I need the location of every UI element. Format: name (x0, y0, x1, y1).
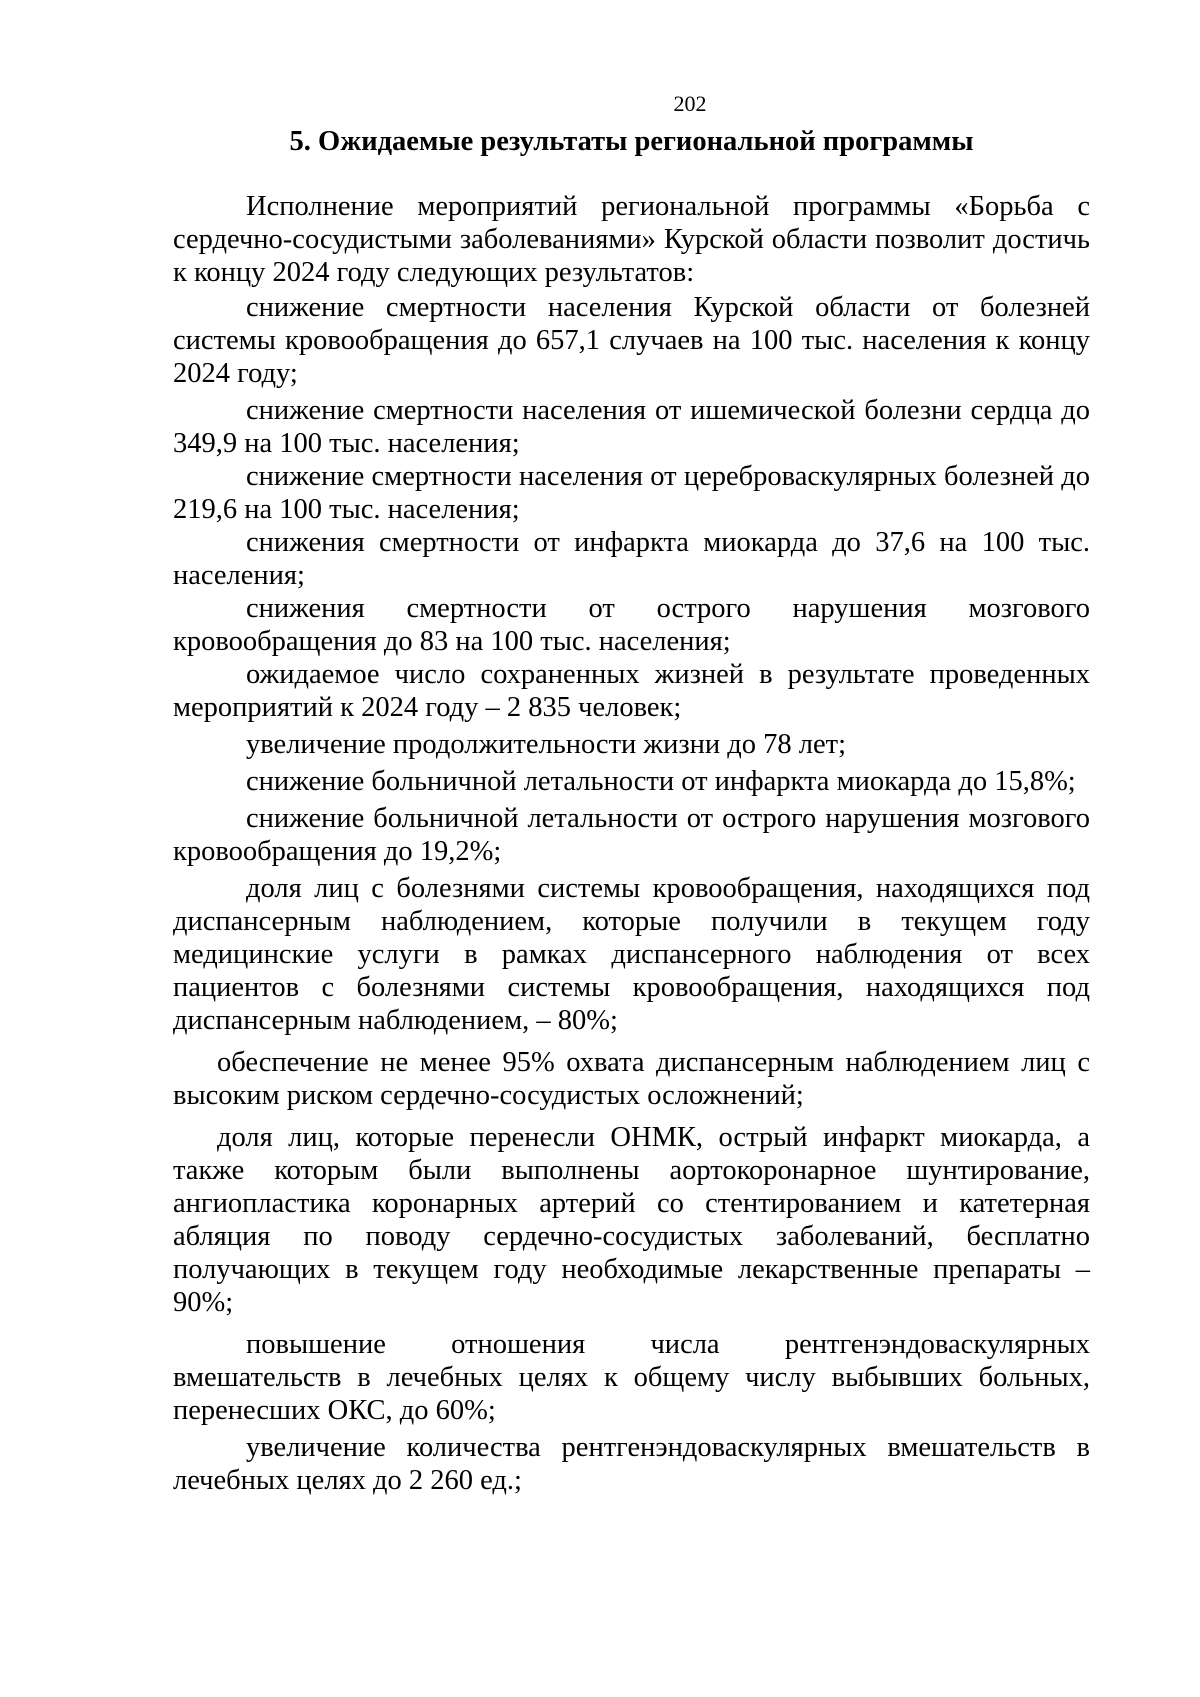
paragraph: увеличение продолжительности жизни до 78 лет; (246, 729, 846, 760)
paragraph: снижения смертности от острого нарушения мозгового кровообращения до 83 на 100 тыс. населения; (173, 593, 1090, 657)
paragraph: снижение смертности населения Курской области от болезней системы кровообращения до 657,1 случаев на 100 тыс. населения к концу 2024 году; (173, 292, 1090, 389)
page-number: 202 (673, 91, 707, 116)
section-heading: 5. Ожидаемые результаты региональной программы (289, 126, 974, 157)
paragraph: снижение больничной летальности от острого нарушения мозгового кровообращения до 19,2%; (173, 803, 1090, 867)
paragraph: повышение отношения числа рентгенэндоваскулярных вмешательств в лечебных целях к общему числу выбывших больных, перенесших ОКС, до 60%; (173, 1329, 1090, 1426)
paragraph: снижения смертности от инфаркта миокарда до 37,6 на 100 тыс. населения; (173, 527, 1090, 591)
document-body (173, 190, 1090, 1497)
paragraph: снижение смертности населения от ишемической болезни сердца до 349,9 на 100 тыс. населения; (173, 395, 1090, 459)
paragraph: ожидаемое число сохраненных жизней в результате проведенных мероприятий к 2024 году – 2 835 человек; (173, 659, 1090, 723)
paragraph: увеличение количества рентгенэндоваскулярных вмешательств в лечебных целях до 2 260 ед.; (173, 1432, 1090, 1496)
paragraph: доля лиц с болезнями системы кровообращения, находящихся под диспансерным наблюдением, которые получили в текущем году медицинские услуги в рамках диспансерного наблюдения от всех пациентов с болезнями системы кровообращения, находящихся под диспансерным наблюдением, – 80%; (173, 873, 1090, 1036)
paragraph: обеспечение не менее 95% охвата диспансерным наблюдением лиц с высоким риском сердечно-сосудистых осложнений; (173, 1047, 1090, 1111)
paragraph: доля лиц, которые перенесли ОНМК, острый инфаркт миокарда, а также которым были выполнены аортокоронарное шунтирование, ангиопластика коронарных артерий со стентированием и катетерная абляция по поводу сердечно-сосудистых заболеваний, бесплатно получающих в текущем году необходимые лекарственные препараты – 90%; (173, 1122, 1090, 1318)
paragraph: снижение больничной летальности от инфаркта миокарда до 15,8%; (246, 766, 1076, 797)
paragraph-intro: Исполнение мероприятий региональной программы «Борьба с сердечно-сосудистыми заболеваниями» Курской области позволит достичь к концу 2024 году следующих результатов: (173, 191, 1090, 288)
paragraph: снижение смертности населения от цереброваскулярных болезней до 219,6 на 100 тыс. населения; (173, 461, 1090, 525)
